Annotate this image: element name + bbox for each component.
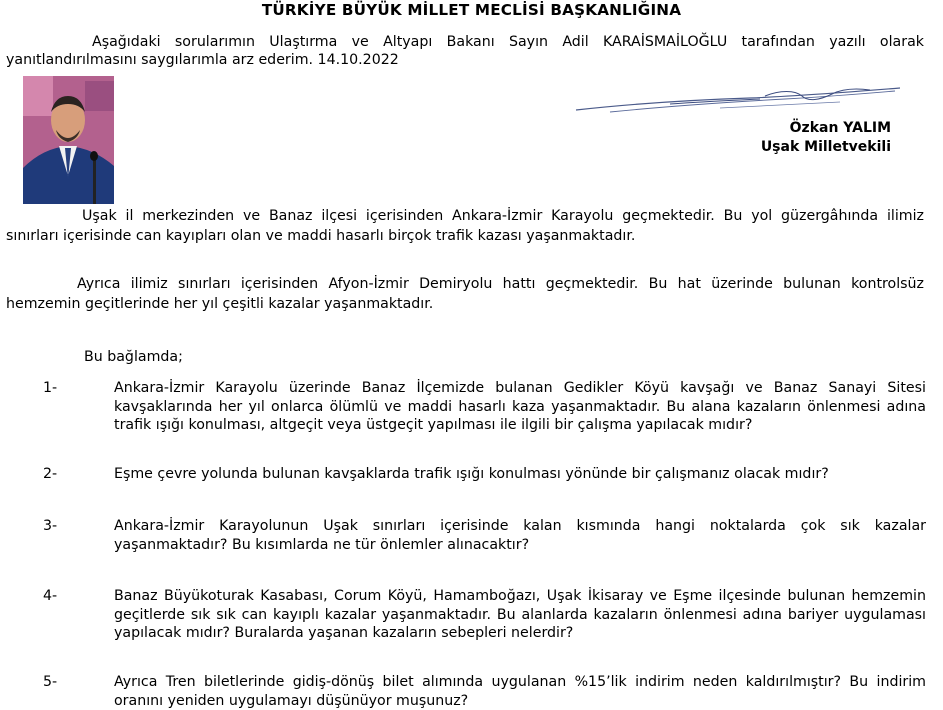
- body-paragraph: [6, 275, 924, 314]
- question-text: Ankara-İzmir Karayolu üzerinde Banaz İlçemizde bulanan Gedikler Köyü kavşağı ve Banaz Sanayi Sitesi kavşaklarında her yıl onlarca ölümlü ve maddi hasarlı kaza yaşanmaktadır. Bu alana kazaların önlenmesi adına trafik ışığı konulması, altgeçit veya üstgeçit yapılması ile ilgili bir çalışma yapılacak mıdır?: [114, 380, 926, 433]
- question-number: 4-: [43, 588, 58, 604]
- questions-lead: Bu bağlamda;: [84, 349, 183, 365]
- question-number: 2-: [43, 466, 58, 482]
- document-heading: TÜRKİYE BÜYÜK MİLLET MECLİSİ BAŞKANLIĞINA: [261, 1, 682, 19]
- handwritten-signature: [570, 82, 905, 120]
- body-paragraph: [6, 207, 924, 246]
- signer-name: Özkan YALIM: [789, 120, 891, 136]
- body-paragraph-text: Ayrıca ilimiz sınırları içerisinden Afyon-İzmir Demiryolu hattı geçmektedir. Bu hat üzerinde bulunan kontrolsüz hemzemin geçitlerinde her yıl çeşitli kazalar yaşanmaktadır.: [6, 276, 924, 312]
- intro-text: Aşağıdaki sorularımın Ulaştırma ve Altyapı Bakanı Sayın Adil KARAİSMAİLOĞLU tarafından yazılı olarak yanıtlandırılmasını saygılarımla arz ederim. 14.10.2022: [6, 34, 924, 68]
- question-text: Ankara-İzmir Karayolunun Uşak sınırları içerisinde kalan kısmında hangi noktalarda çok sık kazalar yaşanmaktadır? Bu kısımlarda ne tür önlemler alınacaktır?: [114, 518, 926, 553]
- question-number: 5-: [43, 674, 58, 690]
- question-number: 3-: [43, 518, 58, 534]
- deputy-photo: [23, 76, 114, 204]
- body-paragraph-text: Uşak il merkezinden ve Banaz ilçesi içerisinden Ankara-İzmir Karayolu geçmektedir. Bu yol güzergâhında ilimiz sınırları içerisinde can kayıpları olan ve maddi hasarlı birçok trafik kazası yaşanmaktadır.: [6, 208, 924, 244]
- question-text: Eşme çevre yolunda bulunan kavşaklarda trafik ışığı konulması yönünde bir çalışmanız olacak mıdır?: [114, 466, 829, 482]
- question-text: Banaz Büyükoturak Kasabası, Corum Köyü, Hamamboğazı, Uşak İkisaray ve Eşme ilçesinde bulunan hemzemin geçitlerde sık sık can kayıplı kazalar yaşanmaktadır. Bu alanlarda kazaların önlenmesi adına bariyer uygulaması yapılacak mıdır? Buralarda yaşanan kazaların sebepleri nelerdir?: [114, 588, 926, 641]
- question-number: 1-: [43, 380, 58, 396]
- signer-title: Uşak Milletvekili: [760, 138, 891, 155]
- question-text: Ayrıca Tren biletlerinde gidiş-dönüş bilet alımında uygulanan %15’lik indirim neden kaldırılmıştır? Bu indirim oranını yeniden uygulamayı düşünüyor muşunuz?: [114, 674, 926, 709]
- intro-paragraph: [6, 34, 924, 69]
- signer-block: [761, 119, 891, 156]
